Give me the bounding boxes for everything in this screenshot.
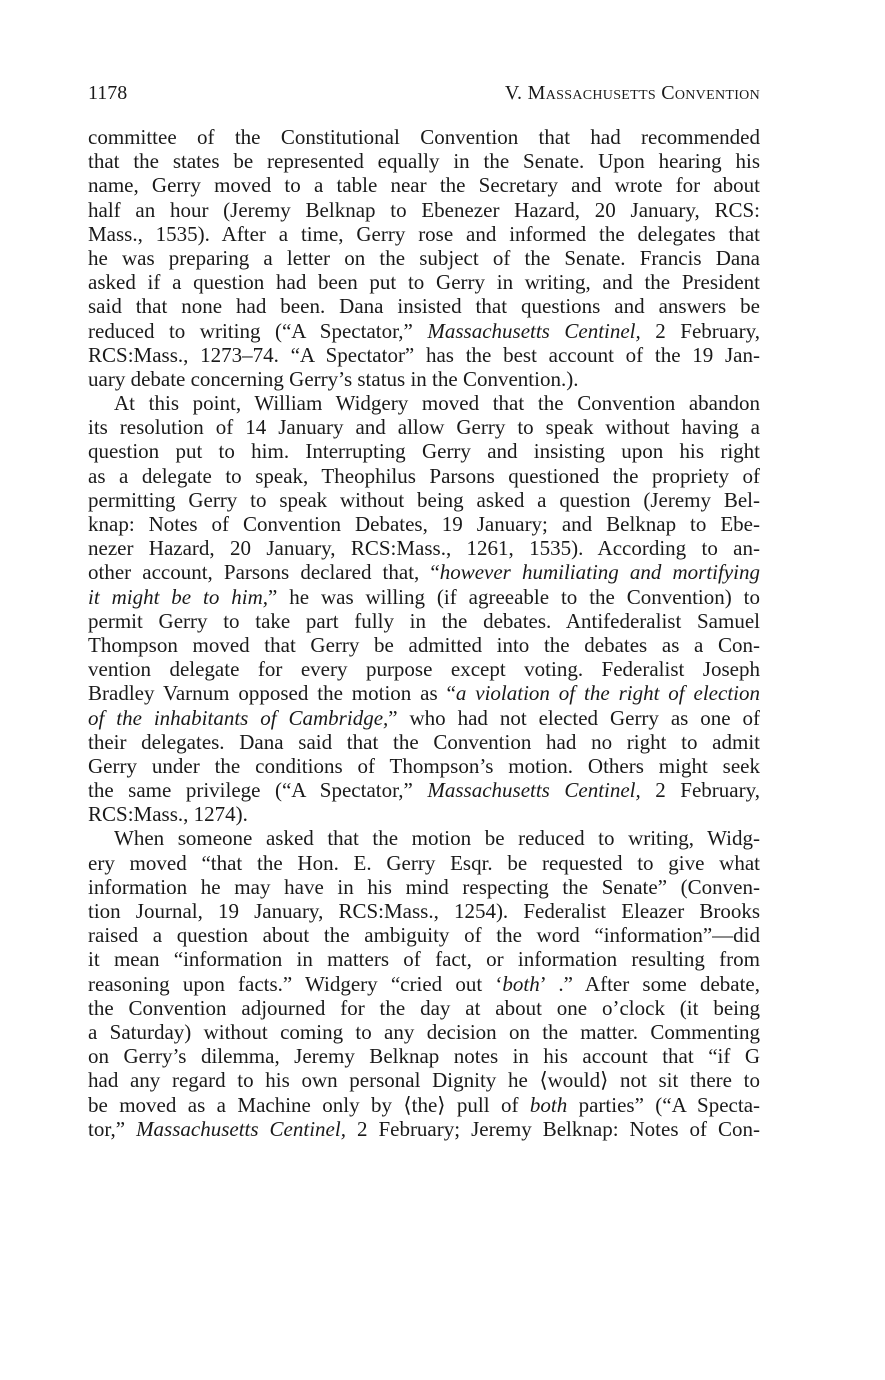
text-run: reduced to writing (“A Spectator,”: [88, 318, 428, 343]
text-run: vention delegate for every purpose except voting. Federalist Joseph: [88, 657, 760, 682]
text-run: When someone asked that the motion be reduced to writing, Widg-: [114, 826, 760, 851]
text-run: 2 February,: [640, 778, 760, 803]
text-line: [88, 488, 760, 512]
text-line: [88, 1093, 760, 1117]
text-line: [88, 415, 760, 439]
text-line: [88, 754, 760, 778]
text-run: At this point, William Widgery moved that the Convention abandon: [114, 391, 760, 416]
text-line: [88, 222, 760, 246]
text-run: on Gerry’s dilemma, Jeremy Belknap notes in his account that “if G: [88, 1044, 760, 1069]
text-line: [88, 585, 760, 609]
italic-text: both: [502, 971, 540, 996]
text-run: name, Gerry moved to a table near the Secretary and wrote for about: [88, 173, 760, 198]
italic-text: a violation of the right of election: [455, 681, 760, 706]
text-run: asked if a question had been put to Gerry in writing, and the President: [88, 270, 760, 295]
text-line: [88, 633, 760, 657]
text-line: [88, 972, 760, 996]
text-run: its resolution of 14 January and allow Gerry to speak without having a: [88, 415, 760, 440]
page-number: 1178: [88, 82, 128, 104]
text-run: 2 February,: [640, 318, 760, 343]
text-run: tion Journal, 19 January, RCS:Mass., 1254). Federalist Eleazer Brooks: [88, 899, 760, 923]
text-run: knap: Notes of Convention Debates, 19 January; and Belknap to Ebe-: [88, 512, 760, 536]
text-run: reasoning upon facts.” Widgery “cried out ‘: [88, 971, 503, 996]
text-line: [88, 270, 760, 294]
text-line: [88, 730, 760, 754]
text-run: had any regard to his own personal Dignity he ⟨would⟩ not sit there to: [88, 1068, 760, 1093]
text-line: [88, 391, 760, 415]
italic-text: Massachusetts Centinel,: [427, 318, 641, 343]
text-line: [88, 681, 760, 705]
text-run: RCS:Mass., 1273–74. “A Spectator” has the best account of the 19 Jan-: [88, 342, 760, 367]
text-run: the Convention adjourned for the day at about one o’clock (it being: [88, 995, 760, 1020]
body-text: [88, 125, 760, 1141]
text-line: [88, 851, 760, 875]
text-run: half an hour (Jeremy Belknap to Ebenezer Hazard, 20 January, RCS:: [88, 197, 760, 222]
text-run: be moved as a Machine only by ⟨the⟩ pull of: [88, 1092, 530, 1117]
text-line: [88, 319, 760, 343]
text-run: committee of the Constitutional Convention that had recommended: [88, 125, 760, 149]
text-line: [88, 439, 760, 463]
text-run: Thompson moved that Gerry be admitted into the debates as a Con-: [88, 632, 760, 657]
text-line: [88, 1117, 760, 1141]
text-run: their delegates. Dana said that the Convention had no right to admit: [88, 729, 760, 754]
text-line: [88, 609, 760, 633]
text-run: raised a question about the ambiguity of the word “information”—did: [88, 923, 760, 948]
text-run: RCS:Mass., 1274).: [88, 802, 248, 827]
text-line: [88, 173, 760, 197]
text-line: [88, 512, 760, 536]
italic-text: Massachusetts Centinel,: [427, 778, 641, 803]
italic-text: both: [529, 1092, 568, 1117]
text-line: [88, 536, 760, 560]
text-run: ’ .” After some debate,: [539, 971, 760, 996]
text-line: [88, 125, 760, 149]
text-line: [88, 149, 760, 173]
italic-text: of the inhabitants of Cambridge,: [88, 705, 389, 730]
text-run: ” he was willing (if agreeable to the Convention) to: [268, 584, 760, 609]
text-line: [88, 875, 760, 899]
text-run: as a delegate to speak, Theophilus Parsons questioned the propriety of: [88, 463, 760, 488]
text-run: uary debate concerning Gerry’s status in the Convention.).: [88, 366, 579, 391]
text-run: parties” (“A Specta-: [567, 1092, 761, 1117]
text-line: [88, 947, 760, 971]
text-run: nezer Hazard, 20 January, RCS:Mass., 1261, 1535). According to an-: [88, 536, 760, 561]
text-run: tor,”: [88, 1116, 137, 1141]
text-line: [88, 706, 760, 730]
text-line: [88, 778, 760, 802]
text-line: [88, 996, 760, 1020]
text-run: ery moved “that the Hon. E. Gerry Esqr. be requested to give what: [88, 850, 760, 875]
text-line: [88, 294, 760, 318]
text-run: question put to him. Interrupting Gerry and insisting upon his right: [88, 439, 760, 464]
text-run: permit Gerry to take part fully in the debates. Antifederalist Samuel: [88, 608, 760, 633]
text-run: a Saturday) without coming to any decision on the matter. Commenting: [88, 1019, 760, 1044]
italic-text: however humiliating and mortifying: [439, 560, 760, 585]
document-page: [88, 0, 760, 1380]
text-run: other account, Parsons declared that, “: [88, 560, 440, 585]
text-run: said that none had been. Dana insisted that questions and answers be: [88, 294, 760, 319]
text-line: [88, 560, 760, 584]
text-run: Bradley Varnum opposed the motion as “: [88, 681, 456, 706]
text-run: permitting Gerry to speak without being asked a question (Jeremy Bel-: [88, 487, 760, 512]
text-line: [88, 367, 760, 391]
italic-text: it might be to him,: [88, 584, 269, 609]
text-run: information he may have in his mind respecting the Senate” (Conven-: [88, 874, 760, 899]
text-line: [88, 899, 760, 923]
text-line: [88, 464, 760, 488]
text-line: [88, 246, 760, 270]
text-line: [88, 1068, 760, 1092]
text-run: that the states be represented equally in the Senate. Upon hearing his: [88, 149, 760, 174]
running-head: [88, 78, 760, 108]
text-line: [88, 198, 760, 222]
text-line: [88, 343, 760, 367]
text-line: [88, 802, 760, 826]
text-line: [88, 826, 760, 850]
text-run: ” who had not elected Gerry as one of: [388, 705, 760, 730]
text-line: [88, 1044, 760, 1068]
text-run: the same privilege (“A Spectator,”: [88, 778, 428, 803]
italic-text: Massachusetts Centinel,: [136, 1116, 346, 1141]
text-run: Mass., 1535). After a time, Gerry rose and informed the delegates that: [88, 221, 760, 246]
section-title: V. Massachusetts Convention: [504, 82, 760, 104]
text-run: Gerry under the conditions of Thompson’s motion. Others might seek: [88, 753, 760, 778]
text-line: [88, 657, 760, 681]
text-run: he was preparing a letter on the subject of the Senate. Francis Dana: [88, 245, 760, 270]
text-line: [88, 1020, 760, 1044]
text-run: it mean “information in matters of fact, or information resulting from: [88, 947, 760, 972]
text-line: [88, 923, 760, 947]
text-run: 2 February; Jeremy Belknap: Notes of Con-: [345, 1116, 760, 1141]
